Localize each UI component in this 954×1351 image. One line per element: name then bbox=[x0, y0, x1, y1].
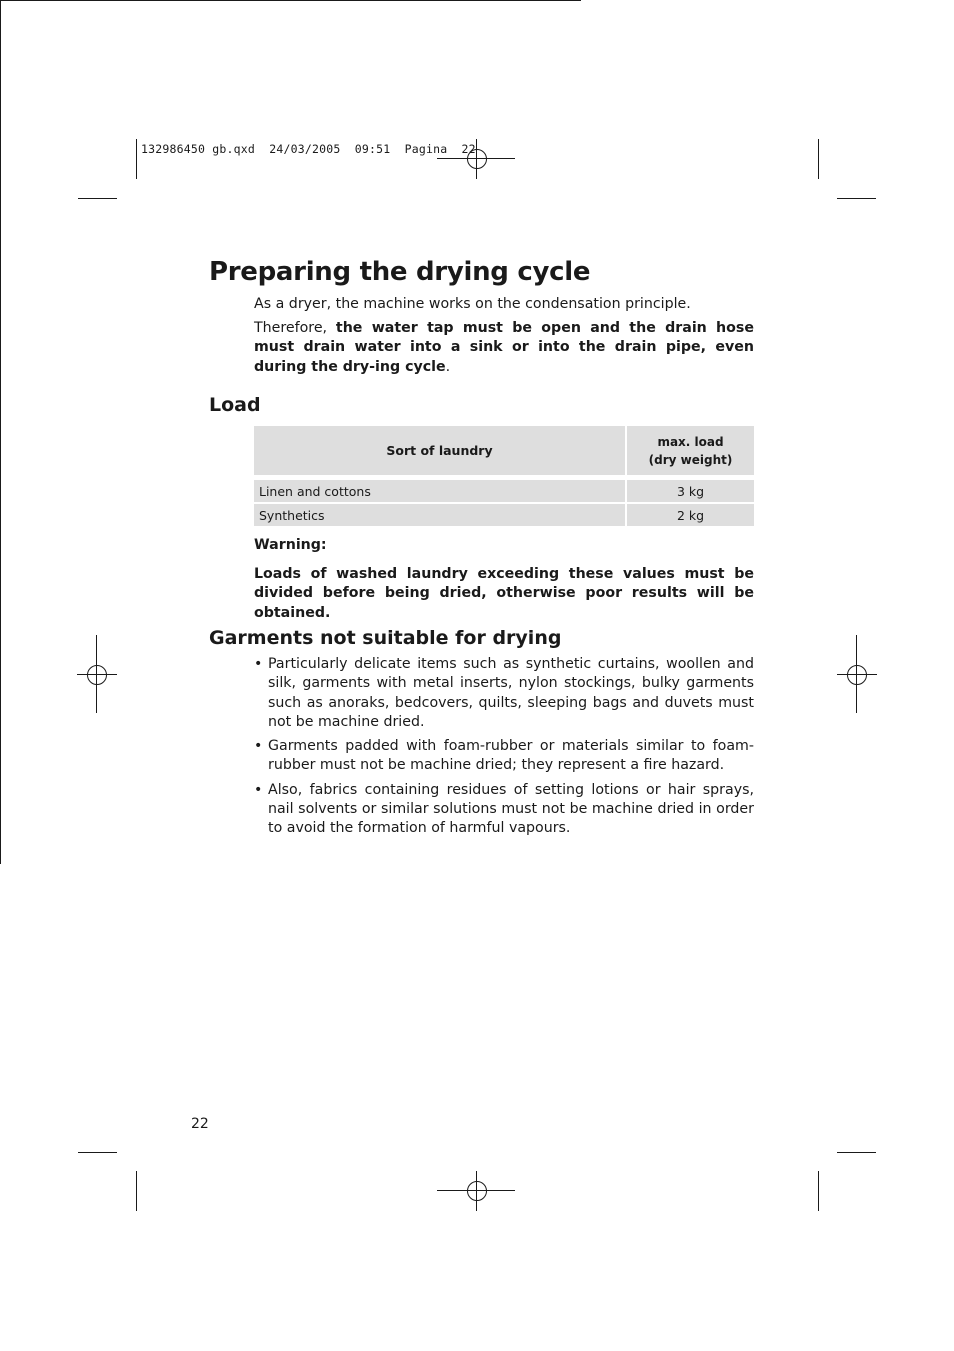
registration-mark bbox=[837, 655, 877, 695]
intro-therefore-prefix: Therefore, bbox=[254, 320, 336, 336]
intro-therefore bbox=[254, 319, 754, 377]
crop-mark bbox=[136, 1171, 137, 1211]
crop-mark bbox=[837, 1152, 876, 1153]
cell-max: 3 kg bbox=[625, 480, 754, 502]
table-row bbox=[254, 504, 754, 526]
bullet: • bbox=[254, 738, 263, 755]
load-table-header bbox=[254, 426, 754, 475]
cell-sort: Synthetics bbox=[254, 504, 625, 526]
list-item-text: Also, fabrics containing residues of setting lotions or hair sprays, nail solvents or similar solutions must not be machine dried in order to avoid the formation of harmful vapours. bbox=[268, 781, 754, 837]
page-number: 22 bbox=[191, 1116, 209, 1132]
intro-line: As a dryer, the machine works on the condensation principle. bbox=[254, 296, 691, 312]
load-heading: Load bbox=[209, 394, 261, 416]
crop-mark bbox=[837, 198, 876, 199]
garments-heading: Garments not suitable for drying bbox=[209, 627, 562, 649]
list-item bbox=[254, 655, 754, 732]
load-table bbox=[254, 426, 754, 526]
garments-list bbox=[254, 655, 754, 844]
col-max-line2: (dry weight) bbox=[648, 452, 733, 467]
crop-mark bbox=[818, 139, 819, 179]
list-item bbox=[254, 781, 754, 839]
intro-therefore-bold: the water tap must be open and the drain hose must drain water into a sink or into the drain pipe, even during the dry-ing cycle bbox=[254, 320, 754, 375]
bullet: • bbox=[254, 656, 263, 672]
col-sort-header: Sort of laundry bbox=[254, 426, 625, 475]
crop-mark bbox=[78, 198, 117, 199]
crop-mark bbox=[818, 1171, 819, 1211]
registration-mark bbox=[77, 655, 117, 695]
col-max-line1: max. load bbox=[657, 434, 724, 449]
bullet: • bbox=[254, 781, 263, 798]
frame-top-rule bbox=[0, 0, 581, 1]
crop-mark bbox=[78, 1152, 117, 1153]
intro-therefore-suffix: . bbox=[445, 358, 451, 375]
col-max-header bbox=[625, 426, 754, 475]
cell-max: 2 kg bbox=[625, 504, 754, 526]
cell-sort: Linen and cottons bbox=[254, 480, 625, 502]
list-item-text: Particularly delicate items such as synthetic curtains, woollen and silk, garments with metal inserts, nylon stockings, bulky garments such as anoraks, bedcovers, quilts, sleeping bags and duvets must not be machine dried. bbox=[268, 656, 754, 730]
crop-mark bbox=[136, 139, 137, 179]
warning-label: Warning: bbox=[254, 537, 327, 553]
table-row bbox=[254, 480, 754, 502]
print-slug: 132986450 gb.qxd 24/03/2005 09:51 Pagina 22 bbox=[141, 142, 476, 156]
warning-text: Loads of washed laundry exceeding these values must be divided before being dried, otherwise poor results will be obtained. bbox=[254, 566, 754, 621]
list-item bbox=[254, 737, 754, 776]
list-item-text: Garments padded with foam-rubber or materials similar to foam-rubber must not be machine dried; they represent a fire hazard. bbox=[268, 738, 754, 774]
registration-mark bbox=[457, 1171, 497, 1211]
frame-left-rule bbox=[0, 1, 1, 864]
page-title: Preparing the drying cycle bbox=[209, 257, 591, 287]
